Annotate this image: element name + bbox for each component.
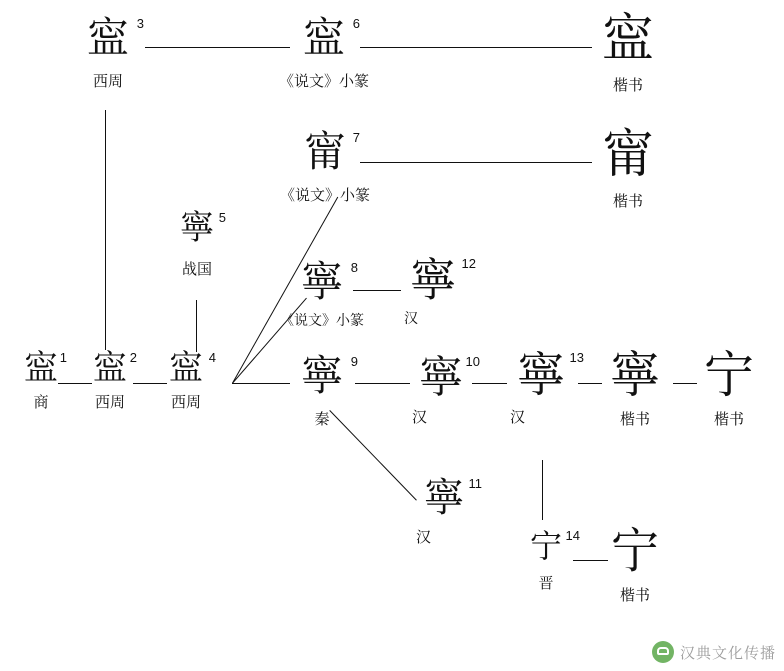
node-14-glyph: 宁 — [529, 528, 562, 564]
connector-line — [673, 383, 697, 384]
node-kai-ning-top[interactable] — [598, 11, 658, 95]
node-13[interactable] — [510, 349, 584, 427]
connector-line — [196, 300, 197, 352]
node-11-index: 11 — [468, 476, 482, 491]
connector-line — [232, 383, 290, 384]
connector-line — [542, 460, 543, 520]
connector-line — [472, 383, 507, 384]
node-5-caption: 战国 — [181, 262, 212, 278]
node-14-index: 14 — [565, 528, 580, 543]
node-kai-ning-bottom[interactable] — [604, 525, 666, 605]
node-kai-ning-bottom-glyph: 宁 — [610, 525, 659, 578]
node-kai-ning-second-caption: 楷书 — [612, 194, 643, 210]
connector-line — [355, 383, 410, 384]
node-7-caption: 《说文》小篆 — [279, 188, 370, 204]
node-4[interactable] — [160, 350, 216, 412]
node-10-glyph: 寧 — [419, 353, 463, 402]
node-2-caption: 西周 — [94, 395, 125, 411]
node-3-index: 3 — [136, 16, 144, 31]
node-8[interactable] — [280, 260, 364, 330]
node-9-glyph: 寧 — [300, 354, 343, 400]
node-kai-ning-traditional-glyph: 寧 — [610, 347, 660, 403]
watermark-text: 汉典文化传播 — [679, 644, 776, 662]
node-kai-ning-top-glyph: 寍 — [601, 11, 654, 68]
node-2-index: 2 — [129, 350, 137, 365]
node-10[interactable] — [412, 353, 480, 427]
connector-line — [360, 162, 592, 163]
node-8-glyph: 寧 — [300, 260, 343, 306]
node-1-caption: 商 — [33, 395, 49, 411]
node-1[interactable] — [18, 350, 67, 412]
node-12-glyph: 寧 — [410, 255, 456, 306]
node-4-caption: 西周 — [170, 395, 201, 411]
node-10-index: 10 — [465, 354, 480, 369]
connector-line — [353, 290, 401, 291]
node-11-caption: 汉 — [416, 530, 432, 546]
wechat-icon — [652, 641, 674, 663]
node-kai-ning-simplified-glyph: 宁 — [704, 347, 754, 403]
node-12-index: 12 — [461, 256, 476, 271]
node-7-index: 7 — [352, 130, 360, 145]
node-5[interactable] — [172, 210, 226, 279]
node-2-glyph: 寍 — [93, 350, 127, 387]
node-6[interactable] — [278, 16, 369, 91]
node-3-glyph: 寍 — [86, 16, 129, 62]
node-2[interactable] — [84, 352, 136, 412]
node-7-glyph: 甯 — [303, 130, 346, 176]
node-8-index: 8 — [350, 260, 358, 275]
node-4-index: 4 — [208, 350, 216, 365]
node-13-caption: 汉 — [510, 410, 526, 426]
connector-line — [145, 47, 290, 48]
connector-line — [573, 560, 608, 561]
node-1-glyph: 寍 — [24, 350, 58, 387]
node-1-index: 1 — [59, 350, 67, 365]
node-kai-ning-top-caption: 楷书 — [612, 78, 643, 94]
node-kai-ning-simplified-caption: 楷书 — [713, 412, 744, 428]
node-11-glyph: 寧 — [424, 475, 464, 520]
node-8-caption: 《说文》小篆 — [280, 314, 364, 329]
node-9[interactable] — [294, 354, 358, 429]
node-6-glyph: 寍 — [302, 16, 345, 62]
connector-line — [360, 47, 592, 48]
node-11[interactable] — [416, 475, 482, 547]
connector-line — [105, 110, 106, 350]
node-5-glyph: 寧 — [180, 210, 214, 247]
node-4-glyph: 寍 — [169, 350, 203, 387]
node-7[interactable] — [279, 130, 370, 205]
node-9-caption: 秦 — [314, 412, 330, 428]
node-12-caption: 汉 — [404, 312, 418, 327]
node-14[interactable] — [518, 528, 580, 593]
node-kai-ning-traditional[interactable] — [604, 347, 666, 429]
node-kai-ning-simplified[interactable] — [698, 347, 760, 429]
node-6-index: 6 — [352, 16, 360, 31]
node-3-caption: 西周 — [92, 74, 123, 90]
node-3[interactable] — [80, 16, 144, 91]
node-13-glyph: 寧 — [516, 349, 565, 402]
node-14-caption: 晋 — [538, 576, 554, 592]
connector-line — [578, 383, 602, 384]
node-9-index: 9 — [350, 354, 358, 369]
node-5-index: 5 — [218, 210, 226, 225]
watermark — [652, 641, 776, 663]
node-kai-ning-bottom-caption: 楷书 — [619, 588, 650, 604]
node-6-caption: 《说文》小篆 — [278, 74, 369, 90]
node-kai-ning-second-glyph: 甯 — [601, 127, 654, 184]
node-10-caption: 汉 — [412, 410, 428, 426]
node-12[interactable] — [404, 255, 476, 328]
node-kai-ning-second[interactable] — [598, 127, 658, 211]
node-kai-ning-traditional-caption: 楷书 — [619, 412, 650, 428]
node-13-index: 13 — [569, 350, 584, 365]
